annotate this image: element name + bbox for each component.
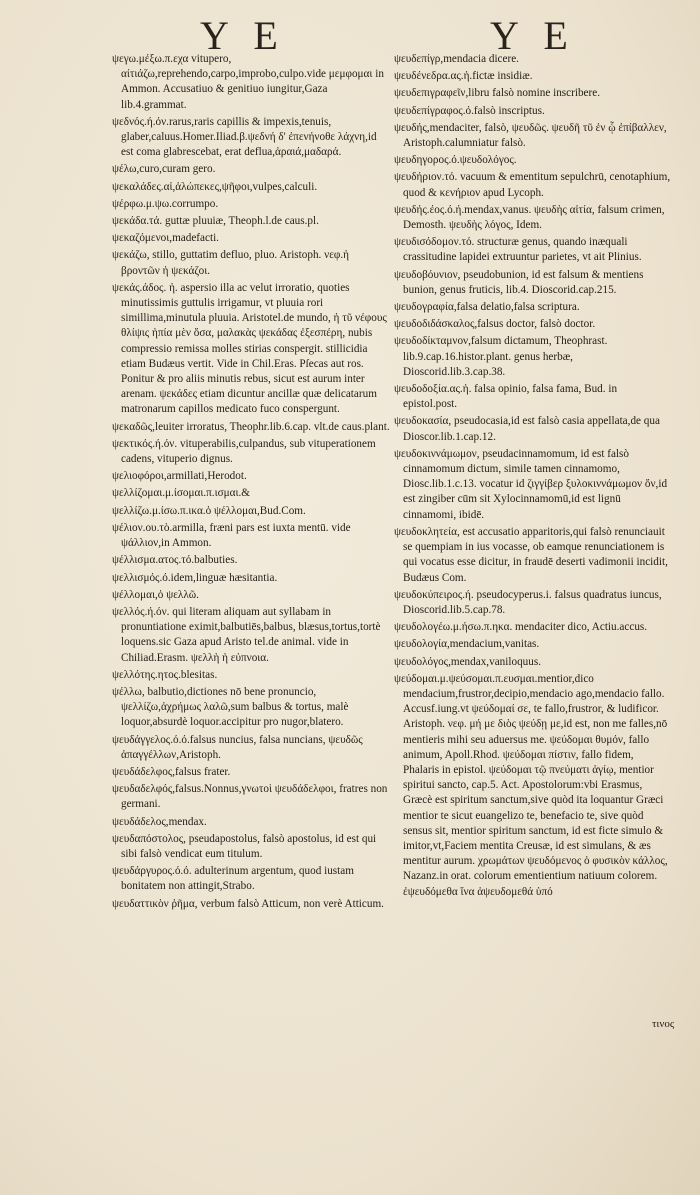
dictionary-entry: ψευδολόγος,mendax,vaniloquus.: [394, 655, 541, 668]
dictionary-entry: ψευδεπιγραφεῖν,libru falsò nomine inscribere.: [394, 87, 601, 100]
dictionary-entry: ψελλός.ή.όν. qui literam aliquam aut syllabam in pronuntiatione eximit,balbutiēs,balbus, blæsus,tortus,tortè loquens.sic Gaza apud Aristo tel.de animal. vide in Chiliad.Erasm. ψελλὴ ἡ εὐπνοια.: [112, 605, 381, 664]
dictionary-entry: ψευδηγορος.ό.ψευδολόγος.: [394, 154, 517, 167]
dictionary-entry: ψευδεπίγρ,mendacia dicere.: [394, 53, 519, 65]
dictionary-entry: ψευδάργυρος.ό.ό. adulterinum argentum, quod iustam bonitatem non attingit,Strabo.: [112, 865, 354, 893]
dictionary-entry: ψεγω.μέξω.π.εχα vitupero, αίτιάζω,reprehendo,carpo,improbo,culpo.vide μεμφομαι in Ammon. Accusatiuo & genitiuo iungitur,Gaza lib.4.grammat.: [112, 53, 384, 111]
dictionary-entry: ψευδαττικὸν ῥῆμα, verbum falsò Atticum, non verè Atticum.: [112, 897, 384, 910]
dictionary-entry: ψευδοκιννάμωμον, pseudacinnamomum, id est falsò cinnamomum dictum, simile tamen cinnamomo, Diosc.lib.1.c.13. vocatur id ζιγγίβερ ξυλοκιννάμωμον ὄν,id est zingiber cūm sit Xylocinnamomū,id est lignū cinnamomi, ibidē.: [394, 447, 668, 521]
dictionary-entry: ψέλλισμα.ατος.τό.balbuties.: [112, 554, 238, 567]
dictionary-entry: ψέλιον.ου.τὸ.armilla, fræni pars est iuxta mentū. vide ψάλλιον,in Ammon.: [112, 521, 351, 550]
left-column: [112, 52, 390, 914]
dictionary-entry: ψεκάς.άδος. ἡ. aspersio illa ac velut irroratio, quoties minutissimis guttulis irrigamur, vt pluuia rori simillima,minutula pluuia. Aristotel.de mundo, ἡ τῦ νέφους θλίψις ἡπία μὲν ὅσα, μαλακὰς ψεκάδας ἐξεσπέρη, nubis compressio remissa molles stirias conspergit. stillicidia etiam Budæus vertit. Vide in Chil.Eras. Pſecas aut ros. Ponitur & pro aliis minutis rebus, sicut est aurum inter arenam. ψεκάδες etiam dicuntur ancillæ quæ delicatarum matronarum capillos medicato fuco conspergunt.: [112, 281, 387, 416]
dictionary-entry: ψελλισμός.ό.idem,linguæ hæsitantia.: [112, 571, 278, 584]
dictionary-entry: ψευδοδίκταμνον,falsum dictamum, Theophrast. lib.9.cap.16.histor.plant. genus herbæ, Dioscorid.lib.3.cap.38.: [394, 335, 608, 378]
dictionary-entry: ψεκαζόμενοι,madefacti.: [112, 232, 219, 245]
dictionary-entry: ψευδαδελφός,falsus.Nonnus,γνωτοὶ ψευδάδελφοι, fratres non germani.: [112, 783, 388, 811]
dictionary-entry: ψευδοβόυνιον, pseudobunion, id est falsum & mentiens bunion, genus fruticis, lib.4. Dioscorid.cap.215.: [394, 268, 644, 296]
dictionary-entry: ψευδαπόστολος, pseudapostolus, falsò apostolus, id est qui sibi falsò vendicat eum titulum.: [112, 832, 377, 860]
dictionary-entry: ψεκαδῶς,leuiter irroratus, Theophr.lib.6.cap. vlt.de caus.plant.: [112, 420, 390, 433]
dictionary-entry: ψεκαλάδες.αἱ,ἀλώπεκες,ψῆφοι,vulpes,calculi.: [112, 180, 318, 193]
dictionary-entry: ψευδένεδρα.ας.ἡ.fictæ insidiæ.: [394, 70, 533, 83]
dictionary-entry: ψελλότης.ητος.blesitas.: [112, 668, 218, 681]
dictionary-entry: ψεκτικός.ή.όν. vituperabilis,culpandus, sub vituperationem cadens, vituperio dignus.: [112, 437, 376, 466]
dictionary-entry: ψεκάζω, stillo, guttatim defluo, pluo. Aristoph. νεφ.ἡ βροντῶν ἡ ψεκάζοι.: [112, 249, 349, 277]
dictionary-entry: ψευδής,mendaciter, falsò, ψευδῶς. ψευδῆ τῦ ἐν ᾧ ἐπίβαλλεν, Aristoph.calumniatur falsò.: [394, 121, 667, 150]
dictionary-entry: ψευδοκλητεία, est accusatio apparitoris,qui falsò renunciauit se quempiam in ius vocasse, ob eamque renunciationem is qui vocatus esse dicitur, in fraudē deserti vadimonii incidit, Budæus Com.: [394, 525, 668, 584]
dictionary-entry: ψευδολογία,mendacium,vanitas.: [394, 638, 540, 651]
dictionary-entry: ψέλω,curo,curam gero.: [112, 163, 216, 176]
dictionary-entry: ψέρφω.μ.ψω.corrumpo.: [112, 197, 219, 210]
dictionary-entry: ψευδισόδομον.τό. structuræ genus, quando inæquali crassitudine lapidei extruuntur parietes, vt ait Plinius.: [394, 236, 642, 264]
dictionary-entry: ψευδοκύπειρος.ή. pseudocyperus.i. falsus quadratus iuncus, Dioscorid.lib.5.cap.78.: [394, 588, 662, 616]
dictionary-entry: ψευδάδελος,mendax.: [112, 815, 207, 828]
dictionary-entry: ψευδοδοξία.ας.ἡ. falsa opinio, falsa fama, Bud. in epistol.post.: [394, 383, 618, 411]
dictionary-entry: ψευδάδελφος,falsus frater.: [112, 765, 231, 778]
dictionary-entry: ψέλλω, balbutio,dictiones nō bene pronuncio, ψελλίζω,ἀχρήμως λαλῶ,sum balbus & tortus, malè loquor,absurdè loquor.accipitur pro nugor,blatero.: [112, 685, 349, 729]
dictionary-entry: ψέλλομαι,ὁ ψελλῶ.: [112, 588, 199, 601]
running-head-right: Υ Ε: [490, 13, 576, 58]
dictionary-entry: ψευδοδιδάσκαλος,falsus doctor, falsò doctor.: [394, 318, 596, 331]
dictionary-entry: ψευδάγγελος.ό.ό.falsus nuncius, falsa nuncians, ψευδῶς ἀπαγγέλλων,Aristoph.: [112, 733, 363, 761]
dictionary-entry: ψευδοκασία, pseudocasia,id est falsò casia appellata,de qua Dioscor.lib.1.cap.12.: [394, 415, 660, 443]
dictionary-entry: ψευδογραφία,falsa delatio,falsa scriptura.: [394, 301, 580, 314]
dictionary-entry: ψελιοφόροι,armillati,Herodot.: [112, 470, 247, 483]
dictionary-entry: ψευδολογέω.μ.ήσω.π.ηκα. mendaciter dico, Actiu.accus.: [394, 621, 648, 634]
dictionary-entry: ψεκάδα.τά. guttæ pluuiæ, Theoph.l.de caus.pl.: [112, 215, 319, 228]
dictionary-entry: ψελλίζω.μ.ίσω.π.ικα.ὁ ψέλλομαι,Bud.Com.: [112, 504, 306, 517]
dictionary-entry: ψεύδομαι.μ.ψεύσομαι.π.ευσμαι.mentior,dico mendacium,frustror,decipio,mendacio ago,mendacio fallo. Accusf.iung.vt ψεύδομαί σε, te fallo,frustror, & ludificor. Aristoph. νεφ. μή με διὸς ψεύδῃ με,id est, non me falles,nō mentieris mihi seu aduersus me. ψεύδομαι θυμόν, fallo animum, Apoll.Rhod. ψεύδομαι πίστιν, fallo fidem, Phalaris in epistol. ψεύδομαι τῷ πνεύματι ἁγίῳ, mentior spiritui sancto, cap.5. Act. Apostolorum:vbi Erasmus, Græcè est spiritum sanctum,sive quòd ita loquantur Græci mentior te sicut euangelizo te, benefacio te, sive quòd sensus sit, mentior spiritum sanctum, id est ficte simulo & imitor,vt,Faciem mentita Creusæ, id est simulans, & æs mentitur aurum. χρωμάτων ψευδόμενος ὁ φυσικὸν κάλλος, Nazanz.in orat. colorum ementientium natiuum colorem. ἐψευδόμεθα ἵνα ἁψευδομεθά ὑπό: [394, 672, 668, 898]
dictionary-entry: ψευδήριον.τό. vacuum & ementitum sepulchrū, cenotaphium, quod & κενήριον apud Lycoph.: [394, 171, 671, 199]
dictionary-entry: ψευδεπίγραφος.ό.falsò inscriptus.: [394, 104, 545, 117]
dictionary-entry: ψευδής.έος.ό.ή.mendax,vanus. ψευδὴς αἰτία, falsum crimen, Demosth. ψευδὴς λόγος, Idem.: [394, 203, 665, 232]
dictionary-entry: ψελλίζομαι.μ.ίσομαι.π.ισμαι.&: [112, 487, 250, 500]
running-head-left: Υ Ε: [200, 13, 286, 58]
right-column: [394, 52, 672, 902]
dictionary-entry: ψεδνός.ή.όν.rarus,raris capillis & impexis,tenuis, glaber,caluus.Homer.Iliad.β.ψεδνή δ' ἐπενήνοθε λάχνη,id est coma glabrescebat, erat defluа,ἀραιά,μαδαρά.: [112, 115, 377, 159]
catchword: τινος: [652, 1018, 675, 1030]
